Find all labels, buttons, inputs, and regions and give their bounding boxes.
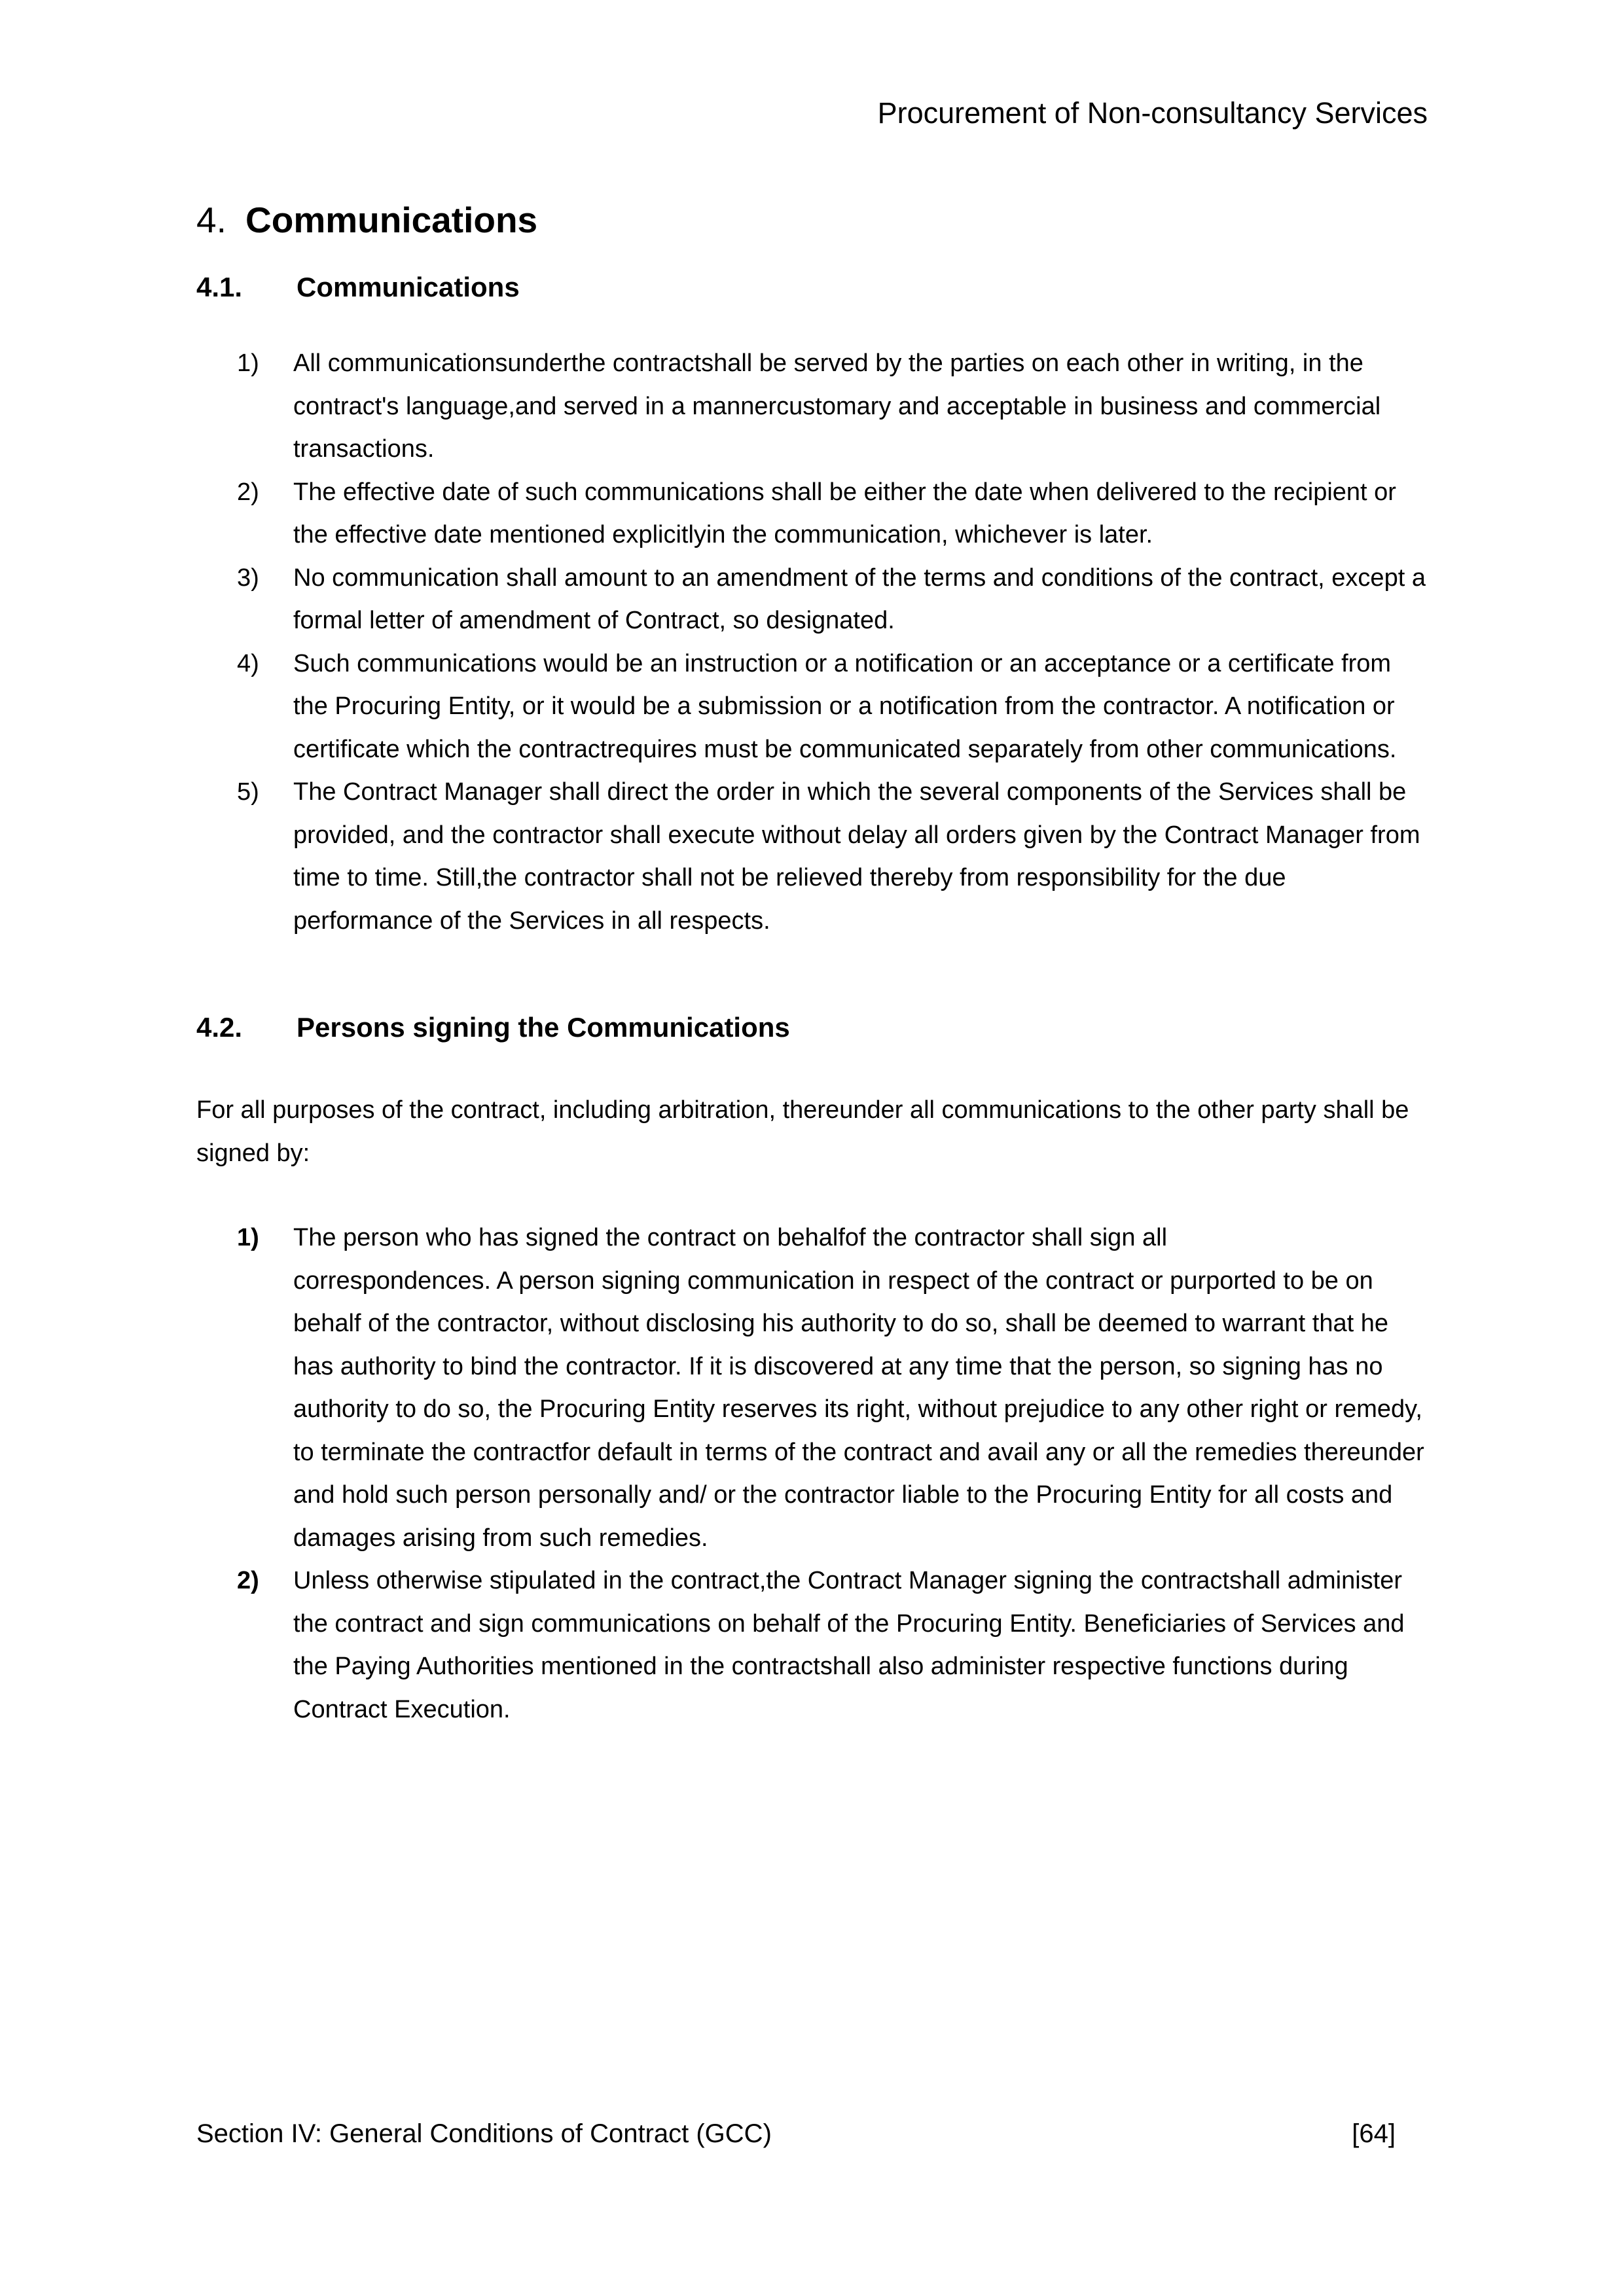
item-number: 1) xyxy=(237,1224,259,1251)
item-number: 5) xyxy=(237,778,259,806)
section-41-heading xyxy=(196,270,1428,305)
section-42-number: 4.2. xyxy=(196,1012,243,1043)
section-42-heading-label: Persons signing the Communications xyxy=(297,1012,790,1043)
section-42-heading xyxy=(196,1010,1428,1045)
item-number: 3) xyxy=(237,564,259,592)
chapter-title-label: Communications xyxy=(245,200,538,240)
item-number: 4) xyxy=(237,649,259,677)
list-item xyxy=(196,1217,1430,1560)
list-item xyxy=(196,643,1430,772)
item-text: All communicationsunderthe contractshall be served by the parties on each other in writing, in the contract's language,and served in a mannercustomary and acceptable in business and commercial transactions. xyxy=(293,350,1381,463)
list-item xyxy=(196,771,1430,942)
footer-section-label: Section IV: General Conditions of Contract (GCC) xyxy=(196,2119,772,2148)
item-text xyxy=(293,1217,1428,1560)
list-item xyxy=(196,471,1430,557)
item-number: 2) xyxy=(237,478,259,506)
item-text: Such communications would be an instruction or a notification or an acceptance or a certificate from the Procuring Entity, or it would be a submission or a notification from the contractor. A notification or certificate which the contractrequires must be communicated separately from other communications. xyxy=(293,649,1397,763)
item-text-line: correspondences. A person signing communication in respect of the contract or purported to be on behalf of the contractor, without disclosing his authority to do so, shall be deemed to warrant that he has authority to bind the contractor. If it is discovered at any time that the person, so signing has no authority to do so, the Procuring Entity reserves its right, without prejudice to any other right or remedy, to terminate the contractfor default in terms of the contract and avail any or all the remedies thereunder and hold such person personally and/ or the contractor liable to the Procuring Entity for all costs and damages arising from such remedies. xyxy=(293,1266,1424,1552)
item-text-line: The person who has signed the contract on behalfof the contractor shall sign all xyxy=(293,1224,1168,1251)
page-number: [64] xyxy=(1352,2119,1396,2148)
section-41-number: 4.1. xyxy=(196,272,243,302)
page-header xyxy=(196,96,1428,130)
section-41-list xyxy=(196,342,1430,942)
item-text: The Contract Manager shall direct the order in which the several components of the Services shall be provided, and the contractor shall execute without delay all orders given by the Contract Manager from time to time. Still,the contractor shall not be relieved thereby from responsibility for the due performance of the Services in all respects. xyxy=(293,778,1420,935)
item-number: 1) xyxy=(237,350,259,377)
section-41-heading-label: Communications xyxy=(297,272,520,302)
page-footer xyxy=(196,2118,1428,2157)
item-number: 2) xyxy=(237,1567,259,1594)
item-text: Unless otherwise stipulated in the contract,the Contract Manager signing the contractshall administer the contract and sign communications on behalf of the Procuring Entity. Beneficiaries of Services and the Paying Authorities mentioned in the contractshall also administer respective functions during Contract Execution. xyxy=(293,1567,1405,1723)
chapter-title xyxy=(196,198,1428,242)
chapter-number: 4. xyxy=(196,200,226,240)
list-item xyxy=(196,1560,1430,1731)
item-text: No communication shall amount to an amendment of the terms and conditions of the contract, except a formal letter of amendment of Contract, so designated. xyxy=(293,564,1426,634)
list-item xyxy=(196,342,1430,471)
page-header-text: Procurement of Non-consultancy Services xyxy=(877,96,1428,130)
section-42-list xyxy=(196,1217,1430,1731)
item-text: The effective date of such communications shall be either the date when delivered to the recipient or the effective date mentioned explicitlyin the communication, whichever is later. xyxy=(293,478,1396,548)
section-42-intro: For all purposes of the contract, including arbitration, thereunder all communications to the other party shall be signed by: xyxy=(196,1096,1409,1167)
list-item xyxy=(196,557,1430,643)
